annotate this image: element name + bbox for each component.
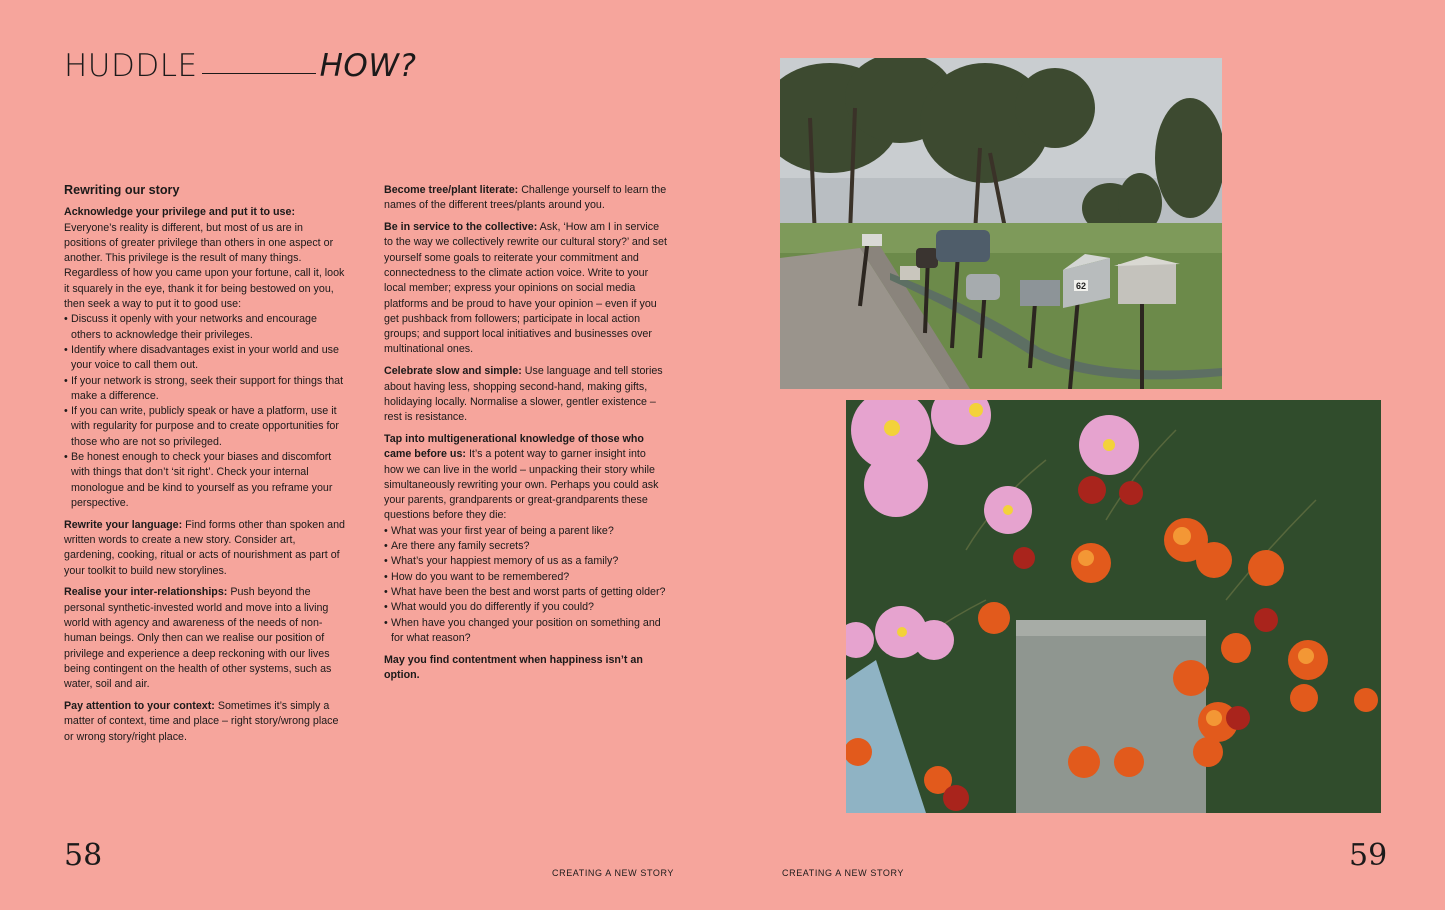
bullet-item: • Identify where disadvantages exist in your world and use your voice to call them out.: [64, 343, 348, 374]
bullet-item: • If you can write, publicly speak or have a platform, use it with regularity for purpose and to create opportunities for those who are not so privileged.: [64, 404, 348, 450]
closing-line: May you find contentment when happiness isn’t an option.: [384, 653, 643, 681]
multigenerational-paragraph: [384, 432, 668, 646]
right-text-column: [384, 183, 668, 690]
language-paragraph: [64, 518, 348, 579]
tree-literate-lead: Become tree/plant literate:: [384, 184, 519, 196]
questions-list: [384, 524, 668, 646]
page-number-left: 58: [64, 838, 103, 873]
slow-simple-paragraph: [384, 364, 668, 425]
language-body: Find forms other than spoken and written words to create a new story. Consider art, gardening, cooking, ritual or acts of nourishment as part of your toolkit to build new storylines.: [64, 518, 345, 577]
relationships-paragraph: [64, 585, 348, 692]
privilege-bullet-list: [64, 312, 348, 511]
running-footer-left: CREATING A NEW STORY: [552, 868, 675, 878]
tree-literate-paragraph: [384, 183, 668, 214]
title-word-how: HOW?: [319, 48, 417, 84]
page-title: [64, 48, 416, 84]
relationships-body: Push beyond the personal synthetic-invested world and move into a living world with agency and awareness of the needs of non-human beings. Only then can we realise our position of privilege and experience a deep reckoning with our lives being contingent on the health of other systems, such as water, soil and air.: [64, 586, 332, 691]
privilege-lead: Acknowledge your privilege and put it to use:: [64, 206, 295, 219]
question-item: • What was your first year of being a parent like?: [384, 524, 668, 539]
multigenerational-lead: Tap into multigenerational knowledge of those who came before us:: [384, 432, 644, 461]
slow-simple-body: Use language and tell stories about having less, shopping second-hand, making gifts, holidaying locally. Normalise a slower, gentler existence – rest is resistance.: [384, 365, 663, 424]
question-item: • Are there any family secrets?: [384, 539, 668, 554]
question-item: • How do you want to be remembered?: [384, 570, 668, 585]
context-lead: Pay attention to your context:: [64, 700, 215, 712]
title-word-huddle: HUDDLE: [64, 48, 198, 84]
question-item: • What’s your happiest memory of us as a family?: [384, 554, 668, 569]
slow-simple-lead: Celebrate slow and simple:: [384, 365, 522, 378]
bullet-item: • Be honest enough to check your biases and discomfort with things that don’t ‘sit right’. Check your internal monologue and be kind to yourself as you reframe your perspective.: [64, 450, 348, 511]
privilege-body: Everyone’s reality is different, but most of us are in positions of greater privilege than others in one aspect or another. This privilege is the result of many things. Regardless of how you came upon your fortune, call it, look it squarely in the eye, thank it for being bestowed on you, then seek a way to put it to good use:: [64, 221, 345, 311]
privilege-paragraph: [64, 205, 348, 511]
title-rule: [202, 73, 316, 74]
service-body: Ask, ‘How am I in service to the way we collectively rewrite our cultural story?’ and set yourself some goals to reiterate your commitment and connectedness to the climate action voice. Write to your local member; express your opinions on social media platforms and be proud to have your opinion – even if you get pushback from followers; participate in local action groups; and support local initiatives and businesses over multinational ones.: [384, 221, 667, 356]
flowers-photo: [846, 400, 1381, 813]
relationships-lead: Realise your inter-relationships:: [64, 586, 228, 599]
service-paragraph: [384, 220, 668, 358]
question-item: • What would you do differently if you could?: [384, 600, 668, 615]
flowers-illustration: [846, 400, 1381, 813]
left-text-column: [64, 183, 348, 751]
bullet-item: • If your network is strong, seek their support for things that make a difference.: [64, 374, 348, 405]
tree-literate-body: Challenge yourself to learn the names of the different trees/plants around you.: [384, 184, 667, 212]
bullet-item: • Discuss it openly with your networks and encourage others to acknowledge their privileges.: [64, 312, 348, 343]
question-item: • What have been the best and worst parts of getting older?: [384, 585, 668, 600]
multigenerational-body: It’s a potent way to garner insight into how we can live in the world – unpacking their story while simultaneously rewriting your own. Perhaps you could ask your parents, grandparents or great-grandparents these questions before they die:: [384, 448, 659, 522]
mailbox-number: 62: [1075, 281, 1087, 291]
language-lead: Rewrite your language:: [64, 518, 183, 531]
question-item: • When have you changed your position on something and for what reason?: [384, 616, 668, 647]
mailboxes-illustration: [780, 58, 1222, 389]
context-paragraph: [64, 699, 348, 745]
mailboxes-photo: [780, 58, 1222, 389]
page-number-right: 59: [1349, 838, 1388, 873]
service-lead: Be in service to the collective:: [384, 221, 538, 234]
running-footer-right: CREATING A NEW STORY: [782, 868, 905, 878]
context-body: Sometimes it’s simply a matter of context, time and place – right story/wrong place or wrong story/right place.: [64, 700, 339, 743]
section-heading: Rewriting our story: [64, 183, 180, 197]
